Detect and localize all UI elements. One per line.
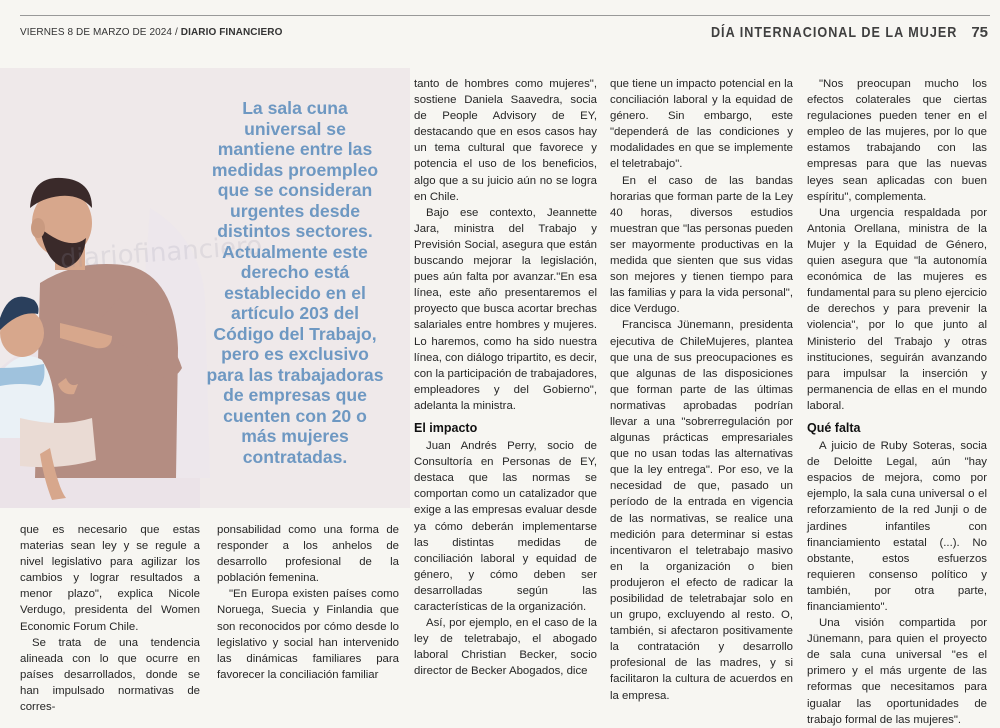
paragraph: tanto de hombres como mujeres", sostiene Daniela Saavedra, socia de People Advisory de EY, destacando que en esos casos hay un tema cultural que favorece y potencia el uso de los beneficios, algo que a su juicio aún no se logra en Chile. — [414, 78, 597, 203]
column-4 — [610, 76, 793, 704]
column-2 — [217, 522, 399, 683]
subheading-impacto: El impacto — [414, 420, 478, 435]
header-right — [664, 24, 988, 41]
paragraph: Se trata de una tendencia alineada con lo que ocurre en países desarrollados, donde se han impulsado normativas de corres- — [20, 636, 200, 714]
page-number: 75 — [971, 24, 988, 41]
header-dateline — [20, 27, 282, 38]
paragraph: A juicio de Ruby Soteras, socia de Deloitte Legal, aún "hay espacios de mejora, como por ejemplo, la sala cuna universal o el reforzamiento de la red Junji o de jardines infantiles con financiamiento estatal (...). No obstante, estos esfuerzos requieren consenso político y también, por otra parte, financiamiento". — [807, 440, 987, 613]
subheading-que-falta: Qué falta — [807, 420, 861, 435]
header-rule — [20, 15, 990, 16]
pull-quote: La sala cuna universal se mantiene entre las medidas proempleo que se consideran urgentes desde distintos sectores. Actualmente este derecho está establecido en el artículo 203 del Código del Trabajo, pero es exclusivo para las trabajadoras de empresas que cuenten con 20 o más mujeres contratadas. — [206, 98, 384, 467]
paragraph: "Nos preocupan mucho los efectos colaterales que ciertas regulaciones pueden tener en el empleo de las mujeres, por lo que estamos trabajando con las empresas para que las nuevas leyes sean aplicadas con buen espíritu", complementa. — [807, 78, 987, 203]
paragraph: Bajo ese contexto, Jeannette Jara, ministra del Trabajo y Previsión Social, asegura que están buscando mejorar la legislación, pues aún falta por avanzar."En esa línea, este año presentaremos el proyecto que busca acortar brechas salariales entre hombres y mujeres. Lo haremos, como ha sido nuestra línea, con diálogo tripartito, es decir, con la participación de trabajadores, empleadores y del Gobierno", adelanta la ministra. — [414, 206, 597, 412]
paragraph: que tiene un impacto potencial en la conciliación laboral y la equidad de género. Sin embargo, este "dependerá de las condiciones y modalidades en que se implemente el teletrabajo". — [610, 78, 793, 171]
paragraph: ponsabilidad como una forma de responder a los anhelos de desarrollo profesional de la población femenina. — [217, 524, 399, 585]
paragraph: Una visión compartida por Jünemann, para quien el proyecto de sala cuna universal "es el primero y el más urgente de las reformas que necesitamos para igualar las oportunidades de trabajo formal de las mujeres". — [807, 617, 987, 726]
header-publication: DIARIO FINANCIERO — [180, 27, 283, 38]
paragraph: En el caso de las bandas horarias que forman parte de la Ley 40 horas, diversos estudios muestran que "las personas pueden ser mayormente productivas en la medida que sienten que sus vidas son mejores y tienen tiempo para las familias y para la vida personal", dice Verdugo. — [610, 174, 793, 316]
column-5 — [807, 76, 987, 728]
section-title: DÍA INTERNACIONAL DE LA MUJER — [710, 24, 958, 41]
paragraph: que es necesario que estas materias sean ley y se regule a nivel legislativo para agilizar los cambios y lograr resultados a menor plazo", explica Nicole Verdugo, presidenta del Women Economic Forum Chile. — [20, 524, 200, 633]
column-3 — [414, 76, 597, 679]
paragraph: Así, por ejemplo, en el caso de la ley de teletrabajo, el abogado laboral Christian Becker, socio director de Becker Abogados, dice — [414, 617, 597, 678]
paragraph: Francisca Jünemann, presidenta ejecutiva de ChileMujeres, plantea que una de sus preocupaciones es que algunas de las disposiciones que forman parte de las últimas normativas aprobadas podrían llevar a una "sobrerregulación por algunas prácticas empresariales que no usan todas las alternativas que la ley entrega". Por eso, ve la necesidad de que, pasado un período de la entrada en vigencia de las normativas, se realice una medición para determinar si estas incentivaron el teletrabajo masivo en la organización o bien produjeron el efecto de radicar la posibilidad de teletrabajar solo en un grupo, excluyendo al resto. O, también, si afectaron positivamente la contratación y desarrollo profesional de las madres, y si facilitaron la cultura de acuerdos en la empresa. — [610, 319, 793, 702]
paragraph: Juan Andrés Perry, socio de Consultoría en Personas de EY, destaca que las normas se comportan como un catalizador que exige a las empresas evaluar desde ya cómo deberán implementarse las distintas medidas de conciliación laboral y equidad de género, y cómo deben ser desarrolladas según las características de la organización. — [414, 440, 597, 613]
watermark: diariofinanciero — [59, 230, 264, 276]
paragraph: Una urgencia respaldada por Antonia Orellana, ministra de la Mujer y la Equidad de Género, quien asegura que "la autonomía económica de las mujeres es fundamental para su pleno ejercicio de derechos y para prevenir la violencia", por lo que junto al Ministerio del Trabajo y otras instituciones, seguirán avanzando para impulsar la inserción y permanencia de ellas en el mundo laboral. — [807, 206, 987, 412]
paragraph: "En Europa existen países como Noruega, Suecia y Finlandia que son reconocidos por cómo desde lo legislativo y social han intervenido las dinámicas familiares para favorecer la conciliación familiar — [217, 588, 399, 681]
header-date: VIERNES 8 DE MARZO DE 2024 / — [20, 27, 178, 38]
column-1 — [20, 522, 200, 715]
